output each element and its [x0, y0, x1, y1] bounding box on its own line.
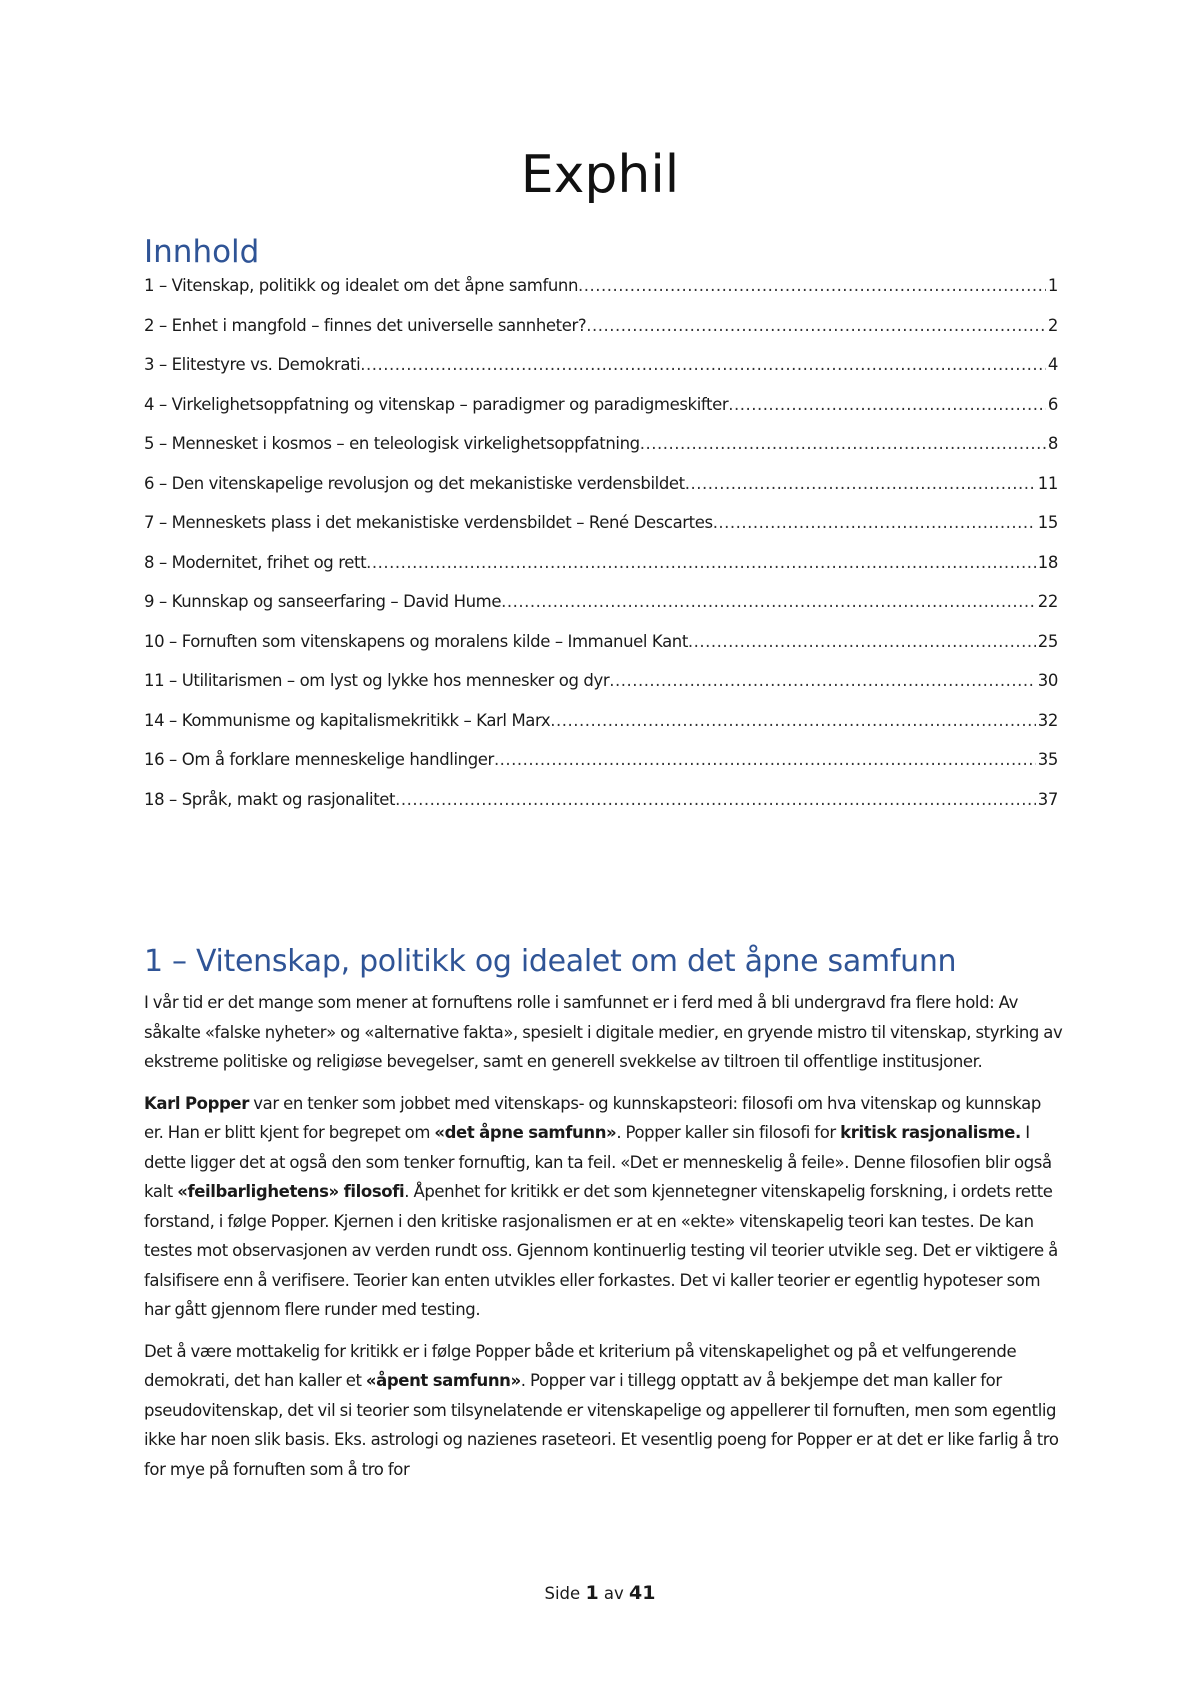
current-page-number: 1 [585, 1582, 599, 1604]
toc-entry[interactable] [144, 474, 1058, 514]
toc-entry-page: 25 [1037, 631, 1058, 651]
toc-entry-text: 5 – Mennesket i kosmos – en teleologisk virkelighetsoppfatning [144, 434, 640, 453]
toc-dot-leader [586, 316, 1046, 335]
table-of-contents [144, 232, 1058, 829]
toc-entry[interactable] [144, 750, 1058, 790]
toc-entry[interactable] [144, 592, 1058, 632]
toc-entry-page: 4 [1047, 355, 1058, 374]
toc-dot-leader [501, 592, 1036, 611]
bold-term-open-society: «det åpne samfunn» [434, 1123, 617, 1142]
toc-entry-text: 10 – Fornuften som vitenskapens og moralens kilde – Immanuel Kant [144, 631, 688, 651]
toc-entry[interactable] [144, 671, 1058, 711]
paragraph-text: . Popper var i tillegg opptatt av å bekjempe det man kaller for pseudovitenskap, det vil si teorier som tilsynelatende er vitenskapelige og appellerer til fornuften, men som egentlig ikke har noen slik basis. Eks. astrologi og nazienes raseteori. Et vesentlig poeng for Popper er at det er like farlig å tro for mye på fornuften som å tro for [144, 1371, 1059, 1479]
toc-entry-page: 6 [1047, 394, 1058, 414]
footer-middle: av [598, 1584, 630, 1603]
bold-term-open-society-2: «åpent samfunn» [365, 1371, 521, 1390]
toc-list [144, 276, 1058, 829]
toc-dot-leader [578, 276, 1046, 295]
toc-dot-leader [713, 513, 1036, 532]
bold-term-fallibilism: «feilbarlighetens» filosofi [177, 1182, 405, 1201]
toc-heading: Innhold [144, 234, 260, 270]
toc-entry-page: 8 [1047, 434, 1058, 453]
toc-entry[interactable] [144, 632, 1058, 672]
paragraph-2 [144, 1089, 1064, 1325]
toc-dot-leader [685, 474, 1036, 493]
toc-dot-leader [609, 671, 1036, 690]
paragraph-3 [144, 1337, 1064, 1485]
document-title: Exphil [520, 145, 680, 205]
toc-entry-text: 14 – Kommunisme og kapitalismekritikk – Karl Marx [144, 710, 551, 730]
bold-term-critical-rationalism: kritisk rasjonalisme. [840, 1123, 1021, 1142]
paragraph-text: var en tenker som jobbet med vitenskaps- og kunnskapsteori: filosofi om hva vitenskap og kunnskap er. Han er blitt kjent for begrepet om [144, 1093, 1041, 1142]
toc-entry-text: 16 – Om å forklare menneskelige handlinger [144, 750, 494, 769]
paragraph-text: Det å være mottakelig for kritikk er i følge Popper både et kriterium på vitenskapelighet og på et velfungerende demokrati, det han kaller et [144, 1341, 1017, 1390]
toc-entry[interactable] [144, 395, 1058, 435]
toc-entry[interactable] [144, 711, 1058, 751]
toc-entry-page: 15 [1037, 513, 1058, 532]
toc-entry-text: 3 – Elitestyre vs. Demokrati [144, 355, 361, 374]
toc-entry-text: 8 – Modernitet, frihet og rett [144, 552, 367, 572]
toc-entry[interactable] [144, 513, 1058, 553]
toc-entry[interactable] [144, 434, 1058, 474]
toc-entry[interactable] [144, 355, 1058, 395]
section-heading: 1 – Vitenskap, politikk og idealet om det åpne samfunn [144, 944, 957, 979]
toc-entry-text: 1 – Vitenskap, politikk og idealet om det åpne samfunn [144, 276, 579, 295]
paragraph-text: I dette ligger det at også den som tenker fornuftig, kan ta feil. «Det er menneskelig å feile». Denne filosofien blir også kalt [144, 1123, 1052, 1201]
toc-entry-text: 4 – Virkelighetsoppfatning og vitenskap – paradigmer og paradigmeskifter [144, 394, 729, 414]
toc-entry-text: 9 – Kunnskap og sanseerfaring – David Hume [144, 592, 502, 611]
toc-entry-page: 37 [1037, 789, 1058, 809]
toc-dot-leader [366, 553, 1036, 572]
paragraph-1: I vår tid er det mange som mener at fornuftens rolle i samfunnet er i ferd med å bli undergravd fra flere hold: Av såkalte «falske nyheter» og «alternative fakta», spesielt i digitale medier, en gryende mistro til vitenskap, styrking av ekstreme politiske og religiøse bevegelser, samt en generell svekkelse av tiltroen til offentlige institusjoner. [144, 993, 1063, 1071]
toc-entry-text: 7 – Menneskets plass i det mekanistiske verdensbildet – René Descartes [144, 513, 713, 532]
toc-entry-page: 11 [1037, 473, 1058, 493]
toc-entry[interactable] [144, 553, 1058, 593]
toc-dot-leader [688, 632, 1036, 651]
toc-dot-leader [640, 434, 1046, 453]
toc-entry-page: 2 [1047, 315, 1058, 335]
section-1 [144, 942, 1064, 1496]
toc-entry[interactable] [144, 790, 1058, 830]
bold-term-karl-popper: Karl Popper [144, 1093, 249, 1113]
page-footer [0, 1582, 1200, 1604]
toc-dot-leader [550, 711, 1036, 730]
toc-entry-page: 18 [1037, 552, 1058, 572]
toc-entry-page: 1 [1047, 276, 1058, 295]
toc-entry-page: 32 [1037, 710, 1058, 730]
toc-dot-leader [360, 355, 1046, 374]
toc-entry-text: 11 – Utilitarismen – om lyst og lykke hos mennesker og dyr [144, 671, 610, 690]
toc-entry-text: 2 – Enhet i mangfold – finnes det universelle sannheter? [144, 315, 587, 335]
toc-dot-leader [395, 790, 1036, 809]
toc-entry[interactable] [144, 276, 1058, 316]
toc-entry-page: 35 [1037, 750, 1058, 769]
toc-dot-leader [494, 750, 1036, 769]
toc-entry-text: 6 – Den vitenskapelige revolusjon og det mekanistiske verdensbildet [144, 473, 685, 493]
footer-prefix: Side [544, 1584, 586, 1603]
toc-entry[interactable] [144, 316, 1058, 356]
toc-entry-page: 30 [1037, 671, 1058, 690]
toc-dot-leader [728, 395, 1046, 414]
paragraph-text: . Åpenhet for kritikk er det som kjennetegner vitenskapelig forskning, i ordets rette forstand, i følge Popper. Kjernen i den kritiske rasjonalismen er at en «ekte» vitenskapelig teori kan testes. De kan testes mot observasjonen av verden rundt oss. Gjennom kontinuerlig testing vil teorier utvikle seg. Det er viktigere å falsifisere enn å verifisere. Teorier kan enten utvikles eller forkastes. Det vi kaller teorier er egentlig hypoteser som har gått gjennom flere runder med testing. [144, 1182, 1058, 1319]
paragraph-text: . Popper kaller sin filosofi for [616, 1123, 841, 1142]
toc-entry-page: 22 [1037, 592, 1058, 611]
total-page-count: 41 [629, 1582, 656, 1604]
toc-entry-text: 18 – Språk, makt og rasjonalitet [144, 789, 396, 809]
